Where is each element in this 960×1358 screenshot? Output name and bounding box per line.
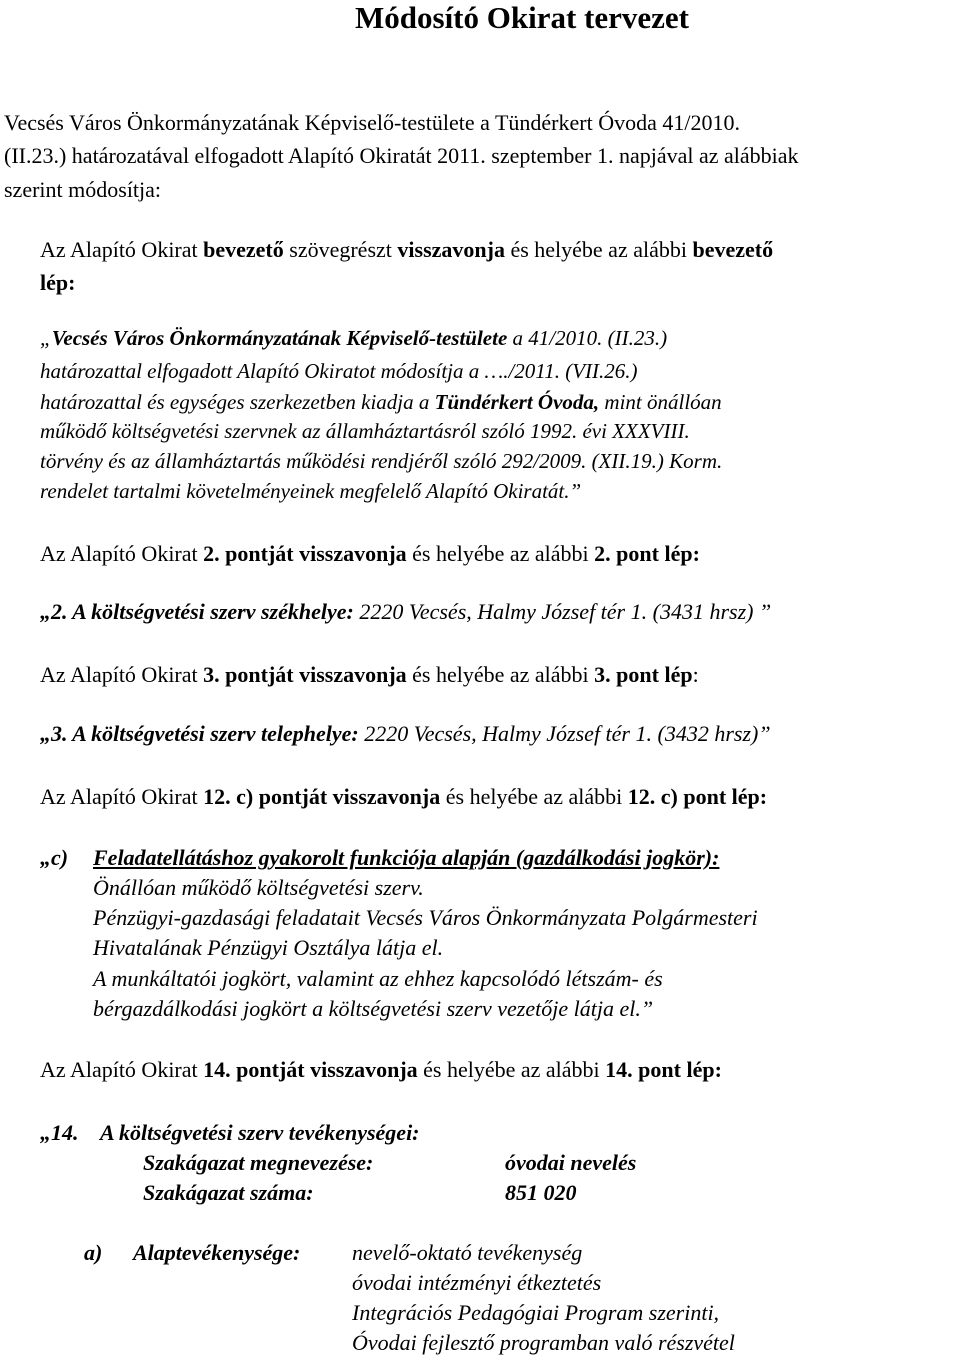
section-intro-replace-end: lép: (40, 270, 76, 295)
intro-line-3: szerint módosítja: (4, 177, 162, 202)
quote-point-2: „2. A költségvetési szerv székhelye: 2220 Vecsés, Halmy József tér 1. (3431 hrsz) ” (40, 599, 772, 624)
quote-point-3: „3. A költségvetési szerv telephelye: 2220 Vecsés, Halmy József tér 1. (3432 hrsz)” (40, 721, 771, 746)
quote-12c-line-2: Önállóan működő költségvetési szerv. (93, 875, 424, 900)
quote-12c-line-5: A munkáltatói jogkört, valamint az ehhez kapcsolódó létszám- és (93, 966, 663, 991)
branch-name-label: Szakágazat megnevezése: (143, 1150, 374, 1175)
core-activity-title: Alaptevékenysége: (133, 1240, 301, 1265)
intro-line-1: Vecsés Város Önkormányzatának Képviselő-testülete a Tündérkert Óvoda 41/2010. (4, 110, 740, 135)
quote-intro-line-5: törvény és az államháztartás működési rendjéről szóló 292/2009. (XII.19.) Korm. (40, 449, 723, 473)
core-activity-item: Integrációs Pedagógiai Program szerinti, (352, 1300, 720, 1325)
quote-intro-line-6: rendelet tartalmi követelményeinek megfelelő Alapító Okiratát.” (40, 479, 582, 503)
quote-intro-line-2: határozattal elfogadott Alapító Okiratot módosítja a …./2011. (VII.26.) (40, 359, 638, 383)
branch-number-value: 851 020 (505, 1180, 577, 1205)
section-point-2: Az Alapító Okirat 2. pontját visszavonja és helyébe az alábbi 2. pont lép: (40, 541, 700, 566)
core-activity-item: nevelő-oktató tevékenység (352, 1240, 583, 1265)
core-activity-item: óvodai intézményi étkeztetés (352, 1270, 602, 1295)
quote-intro-line-3: határozattal és egységes szerkezetben kiadja a Tündérkert Óvoda, mint önállóan (40, 390, 722, 414)
quote-intro-line-4: működő költségvetési szervnek az államháztartásról szóló 1992. évi XXXVIII. (40, 419, 690, 443)
core-activity-item: Óvodai fejlesztő programban való részvétel (352, 1330, 735, 1355)
quote-14-label: „14. (40, 1120, 79, 1145)
core-activity-label: a) (84, 1240, 103, 1265)
quote-12c-heading: Feladatellátáshoz gyakorolt funkciója alapján (gazdálkodási jogkör): (93, 845, 720, 870)
page-title: Módosító Okirat tervezet (355, 0, 689, 35)
section-point-12c: Az Alapító Okirat 12. c) pontját visszavonja és helyébe az alábbi 12. c) pont lép: (40, 784, 768, 809)
quote-12c-line-3: Pénzügyi-gazdasági feladatait Vecsés Város Önkormányzata Polgármesteri (93, 905, 758, 930)
section-intro-replace: Az Alapító Okirat bevezető szövegrészt visszavonja és helyébe az alábbi bevezető (40, 237, 774, 262)
intro-line-2: (II.23.) határozatával elfogadott Alapító Okiratát 2011. szeptember 1. napjával az alábbiak (4, 143, 799, 168)
section-point-14: Az Alapító Okirat 14. pontját visszavonja és helyébe az alábbi 14. pont lép: (40, 1057, 722, 1082)
branch-name-value: óvodai nevelés (505, 1150, 637, 1175)
quote-12c-line-6: bérgazdálkodási jogkört a költségvetési szerv vezetője látja el.” (93, 996, 654, 1021)
quote-intro-line-1: „Vecsés Város Önkormányzatának Képviselő-testülete a 41/2010. (II.23.) (40, 326, 668, 350)
quote-14-heading: A költségvetési szerv tevékenységei: (100, 1120, 420, 1145)
branch-number-label: Szakágazat száma: (143, 1180, 314, 1205)
quote-12c-line-4: Hivatalának Pénzügyi Osztálya látja el. (93, 935, 444, 960)
section-point-3: Az Alapító Okirat 3. pontját visszavonja és helyébe az alábbi 3. pont lép: (40, 662, 699, 687)
quote-12c-label: „c) (40, 845, 69, 870)
